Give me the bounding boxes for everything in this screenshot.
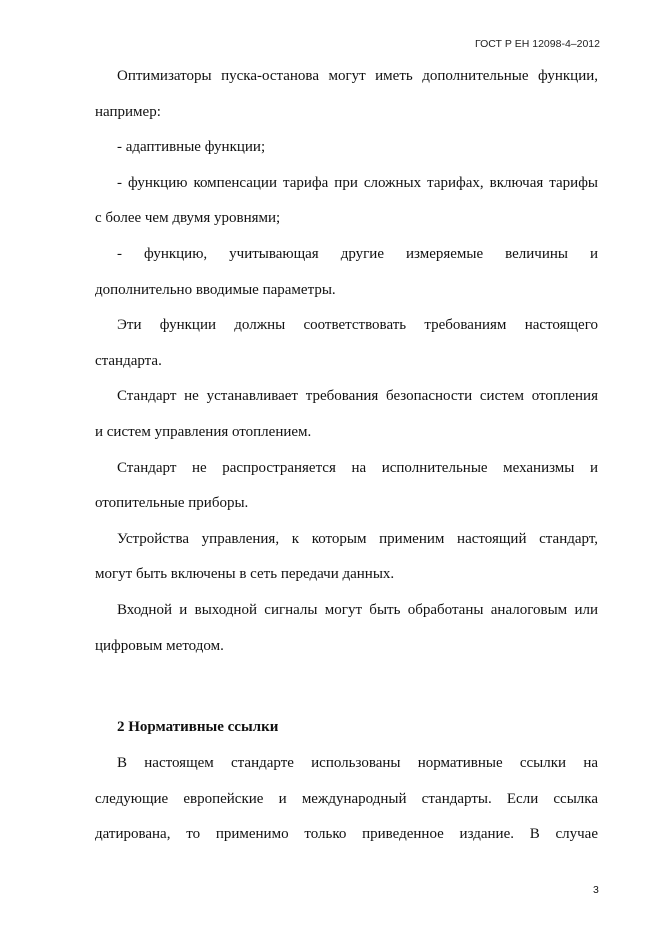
paragraph-line: дополнительно вводимые параметры. <box>95 281 336 298</box>
paragraph-line: В настоящем стандарте использованы нормативные ссылки на <box>117 755 598 772</box>
paragraph-line: с более чем двумя уровнями; <box>95 210 281 227</box>
document-body <box>95 59 598 853</box>
paragraph-line: - функцию, учитывающая другие измеряемые величины и <box>117 245 598 262</box>
page-number: 3 <box>593 884 599 896</box>
paragraph-line: например: <box>95 103 161 120</box>
paragraph-line: цифровым методом. <box>95 637 224 654</box>
paragraph-line: Стандарт не устанавливает требования безопасности систем отопления <box>117 388 598 405</box>
document-header: ГОСТ Р ЕН 12098-4–2012 <box>475 38 600 50</box>
paragraph-line: стандарта. <box>95 352 162 369</box>
paragraph-line: - функцию компенсации тарифа при сложных тарифах, включая тарифы <box>117 174 598 191</box>
paragraph-line: Входной и выходной сигналы могут быть обработаны аналоговым или <box>117 601 598 618</box>
paragraph-line: следующие европейские и международный стандарты. Если ссылка <box>95 790 598 807</box>
section-heading: 2 Нормативные ссылки <box>117 719 279 736</box>
paragraph-line: Стандарт не распространяется на исполнительные механизмы и <box>117 459 598 476</box>
paragraph-line: могут быть включены в сеть передачи данных. <box>95 566 395 583</box>
paragraph-line: отопительные приборы. <box>95 495 249 512</box>
paragraph-line: - адаптивные функции; <box>117 139 266 156</box>
paragraph-line: Эти функции должны соответствовать требованиям настоящего <box>117 317 598 334</box>
paragraph-line: датирована, то применимо только приведенное издание. В случае <box>95 826 598 843</box>
paragraph-line: Оптимизаторы пуска-останова могут иметь дополнительные функции, <box>117 68 598 84</box>
paragraph-line: и систем управления отоплением. <box>95 423 312 440</box>
paragraph-line: Устройства управления, к которым применим настоящий стандарт, <box>117 530 598 547</box>
